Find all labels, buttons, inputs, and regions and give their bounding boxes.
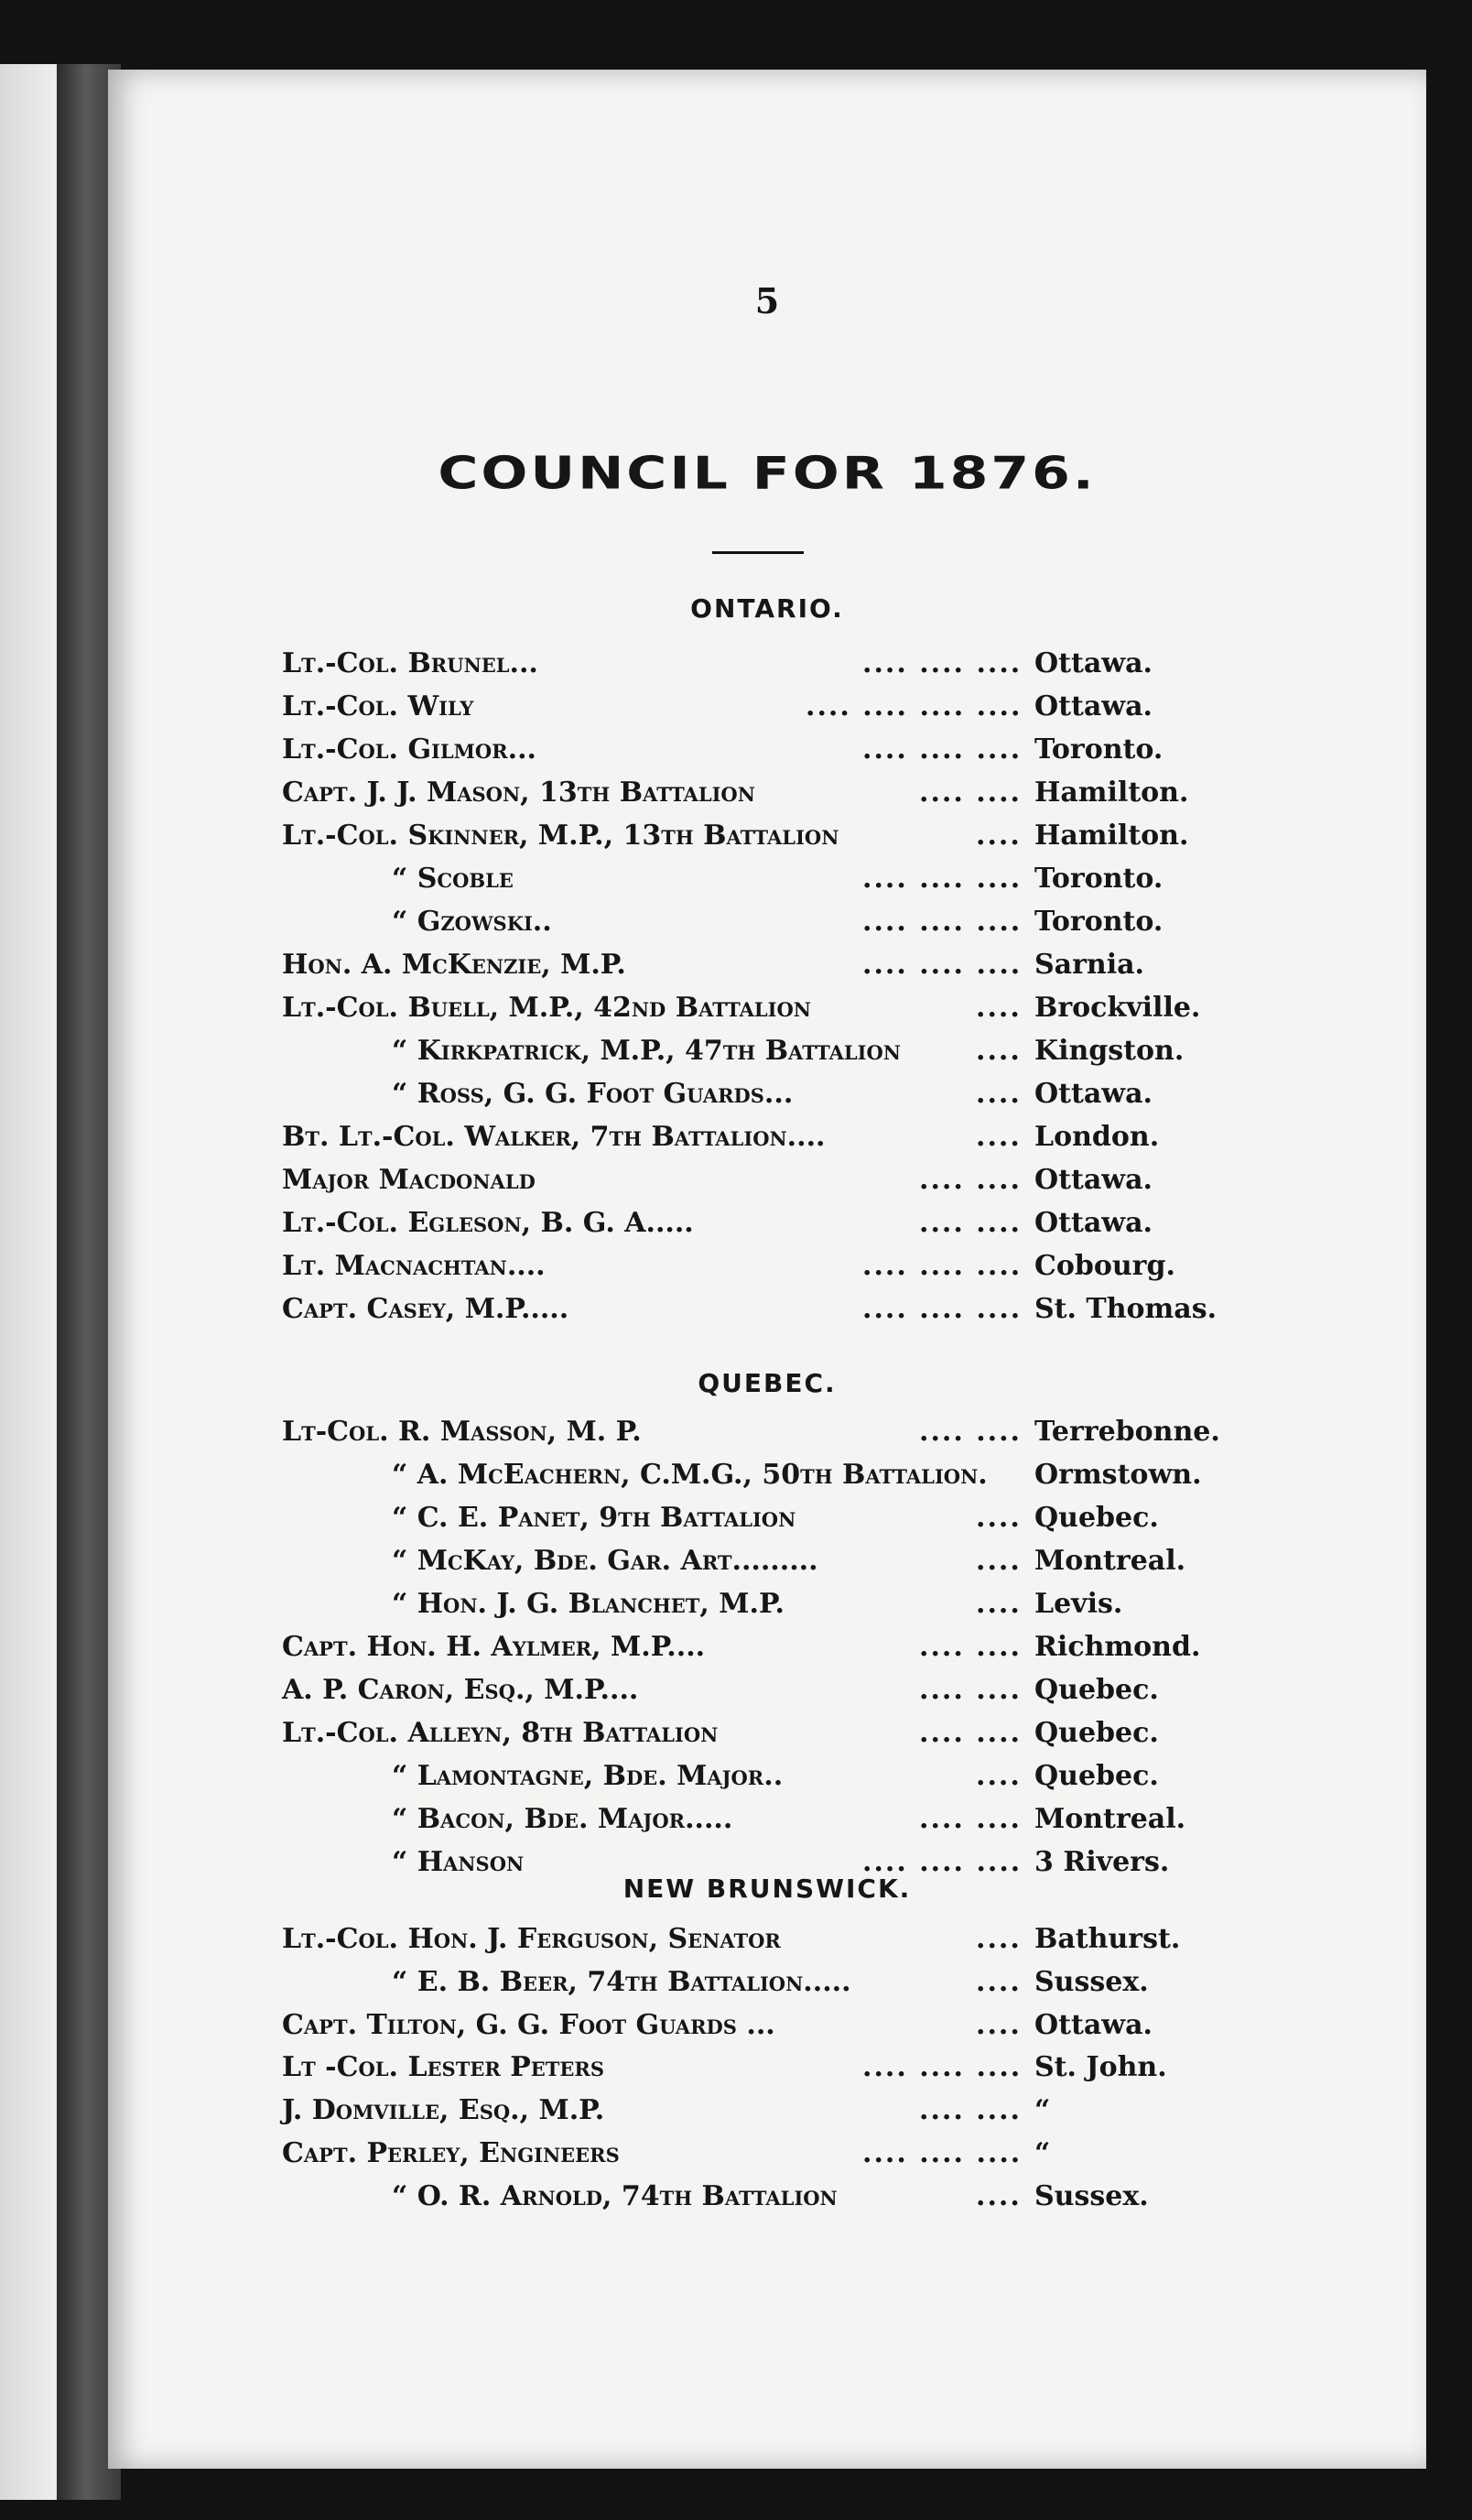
member-name: Capt. Tilton, G. G. Foot Guards ... — [282, 2008, 775, 2041]
council-entry — [108, 2004, 1426, 2048]
member-name: Capt. J. J. Mason, 13th Battalion — [282, 777, 755, 809]
page-title: COUNCIL FOR 1876. — [438, 447, 1097, 500]
member-name: “ C. E. Panet, 9th Battalion — [392, 1502, 796, 1534]
council-entry — [108, 814, 1426, 858]
member-name: Capt. Casey, M.P..... — [282, 1293, 569, 1325]
section-heading: ONTARIO. — [690, 593, 844, 624]
member-name: Lt.-Col. Wily — [282, 690, 474, 722]
place-name: Ottawa. — [1034, 1207, 1153, 1239]
council-entry — [108, 1244, 1426, 1288]
place-name: Quebec. — [1034, 1717, 1159, 1749]
council-entry — [108, 857, 1426, 901]
member-name: A. P. Caron, Esq., M.P.... — [282, 1674, 639, 1706]
council-entry — [108, 1029, 1426, 1073]
place-name: St. John. — [1034, 2051, 1167, 2084]
member-name: Lt.-Col. Alleyn, 8th Battalion — [282, 1717, 719, 1749]
place-name: Quebec. — [1034, 1674, 1159, 1706]
leader-dots: .... — [976, 1121, 1022, 1153]
leader-dots: .... .... — [919, 1803, 1022, 1835]
council-entry — [108, 1917, 1426, 1961]
place-name: Montreal. — [1034, 1545, 1186, 1577]
place-name: “ — [1034, 2094, 1051, 2127]
title-rule — [712, 551, 804, 554]
member-name: “ E. B. Beer, 74th Battalion..... — [392, 1965, 851, 1998]
member-name: Lt.-Col. Skinner, M.P., 13th Battalion — [282, 820, 839, 852]
leader-dots: .... — [976, 1545, 1022, 1577]
council-entry — [108, 1158, 1426, 1202]
council-entry — [108, 1539, 1426, 1583]
member-name: Lt.-Col. Buell, M.P., 42nd Battalion — [282, 992, 811, 1024]
member-name: Bt. Lt.-Col. Walker, 7th Battalion.... — [282, 1121, 826, 1153]
leader-dots: .... .... .... — [862, 647, 1023, 679]
member-name: Lt-Col. R. Masson, M. P. — [282, 1416, 642, 1448]
council-entry — [108, 1072, 1426, 1116]
section-heading: QUEBEC. — [698, 1368, 837, 1398]
leader-dots: .... .... .... — [862, 2051, 1023, 2084]
council-entry — [108, 1453, 1426, 1497]
leader-dots: .... — [976, 2179, 1022, 2212]
member-name: Major Macdonald — [282, 1164, 536, 1196]
section-heading: NEW BRUNSWICK. — [622, 1874, 912, 1904]
leader-dots: .... — [976, 1588, 1022, 1620]
council-entry — [108, 685, 1426, 729]
place-name: London. — [1034, 1121, 1160, 1153]
council-entry — [108, 1582, 1426, 1626]
leader-dots: .... — [976, 1502, 1022, 1534]
page-number: 5 — [754, 280, 780, 321]
member-name: “ Ross, G. G. Foot Guards... — [392, 1078, 794, 1110]
place-name: Sussex. — [1034, 1965, 1149, 1998]
leader-dots: .... .... .... — [862, 906, 1023, 938]
council-entry — [108, 1798, 1426, 1841]
member-name: “ Kirkpatrick, M.P., 47th Battalion — [392, 1035, 901, 1067]
council-entry — [108, 2132, 1426, 2176]
council-entry — [108, 1410, 1426, 1454]
member-name: “ Gzowski.. — [392, 906, 552, 938]
leader-dots: .... .... .... — [862, 1293, 1023, 1325]
council-entry — [108, 2089, 1426, 2133]
leader-dots: .... — [976, 1760, 1022, 1792]
council-entry — [108, 642, 1426, 686]
leader-dots: .... .... .... — [862, 949, 1023, 981]
council-entry — [108, 1115, 1426, 1159]
member-name: “ Lamontagne, Bde. Major.. — [392, 1760, 784, 1792]
place-name: Ottawa. — [1034, 690, 1153, 722]
council-entry — [108, 1625, 1426, 1669]
place-name: “ — [1034, 2137, 1051, 2169]
council-entry — [108, 900, 1426, 944]
place-name: Toronto. — [1034, 733, 1164, 766]
leader-dots: .... — [976, 820, 1022, 852]
council-entry — [108, 1201, 1426, 1245]
council-entry — [108, 771, 1426, 815]
leader-dots: .... .... .... — [862, 733, 1023, 766]
member-name: Lt.-Col. Brunel... — [282, 647, 538, 679]
member-name: Lt.-Col. Egleson, B. G. A..... — [282, 1207, 694, 1239]
member-name: “ A. McEachern, C.M.G., 50th Battalion. — [392, 1459, 988, 1491]
leader-dots: .... .... .... — [862, 2137, 1023, 2169]
place-name: Terrebonne. — [1034, 1416, 1220, 1448]
member-name: Capt. Perley, Engineers — [282, 2137, 620, 2169]
council-entry — [108, 1711, 1426, 1755]
leader-dots: .... .... — [919, 1207, 1022, 1239]
place-name: Cobourg. — [1034, 1250, 1175, 1282]
place-name: Levis. — [1034, 1588, 1123, 1620]
place-name: Montreal. — [1034, 1803, 1186, 1835]
leader-dots: .... — [976, 1078, 1022, 1110]
leader-dots: .... — [976, 1965, 1022, 1998]
leader-dots: .... .... — [919, 1164, 1022, 1196]
place-name: St. Thomas. — [1034, 1293, 1218, 1325]
leader-dots: .... .... — [919, 1717, 1022, 1749]
place-name: 3 Rivers. — [1034, 1846, 1170, 1878]
leader-dots: .... .... — [919, 1674, 1022, 1706]
member-name: Lt -Col. Lester Peters — [282, 2051, 605, 2084]
place-name: Ottawa. — [1034, 647, 1153, 679]
member-name: “ Hanson — [392, 1846, 525, 1878]
member-name: “ Scoble — [392, 863, 514, 895]
leader-dots: .... .... .... .... — [806, 690, 1023, 722]
member-name: Lt. Macnachtan.... — [282, 1250, 546, 1282]
place-name: Sussex. — [1034, 2179, 1149, 2212]
member-name: “ O. R. Arnold, 74th Battalion — [392, 2179, 838, 2212]
place-name: Ottawa. — [1034, 2008, 1153, 2041]
place-name: Quebec. — [1034, 1760, 1159, 1792]
council-entry — [108, 1496, 1426, 1540]
place-name: Hamilton. — [1034, 820, 1189, 852]
council-entry — [108, 728, 1426, 772]
council-entry — [108, 2175, 1426, 2219]
place-name: Toronto. — [1034, 863, 1164, 895]
place-name: Richmond. — [1034, 1631, 1201, 1663]
place-name: Brockville. — [1034, 992, 1201, 1024]
member-name: “ Hon. J. G. Blanchet, M.P. — [392, 1588, 785, 1620]
place-name: Hamilton. — [1034, 777, 1189, 809]
place-name: Toronto. — [1034, 906, 1164, 938]
leader-dots: .... — [976, 2008, 1022, 2041]
book-page — [108, 70, 1426, 2469]
council-entry — [108, 1668, 1426, 1712]
leader-dots: .... .... .... — [862, 1250, 1023, 1282]
member-name: Hon. A. McKenzie, M.P. — [282, 949, 626, 981]
leader-dots: .... .... — [919, 2094, 1022, 2127]
member-name: Lt.-Col. Gilmor... — [282, 733, 536, 766]
place-name: Ottawa. — [1034, 1078, 1153, 1110]
member-name: Lt.-Col. Hon. J. Ferguson, Senator — [282, 1923, 781, 1955]
place-name: Sarnia. — [1034, 949, 1144, 981]
council-entry — [108, 943, 1426, 987]
leader-dots: .... — [976, 992, 1022, 1024]
leader-dots: .... .... — [919, 777, 1022, 809]
place-name: Bathurst. — [1034, 1923, 1181, 1955]
member-name: J. Domville, Esq., M.P. — [282, 2094, 605, 2127]
council-entry — [108, 1961, 1426, 2004]
council-entry — [108, 1754, 1426, 1798]
leader-dots: .... — [976, 1923, 1022, 1955]
leader-dots: .... .... .... — [862, 1846, 1023, 1878]
leader-dots: .... .... — [919, 1416, 1022, 1448]
council-entry — [108, 1287, 1426, 1331]
place-name: Ottawa. — [1034, 1164, 1153, 1196]
leader-dots: .... .... — [919, 1631, 1022, 1663]
leader-dots: .... — [976, 1035, 1022, 1067]
place-name: Kingston. — [1034, 1035, 1185, 1067]
place-name: Quebec. — [1034, 1502, 1159, 1534]
council-entry — [108, 2046, 1426, 2090]
member-name: “ McKay, Bde. Gar. Art......... — [392, 1545, 818, 1577]
place-name: Ormstown. — [1034, 1459, 1202, 1491]
leader-dots: .... .... .... — [862, 863, 1023, 895]
member-name: “ Bacon, Bde. Major..... — [392, 1803, 733, 1835]
council-entry — [108, 986, 1426, 1030]
member-name: Capt. Hon. H. Aylmer, M.P.... — [282, 1631, 706, 1663]
